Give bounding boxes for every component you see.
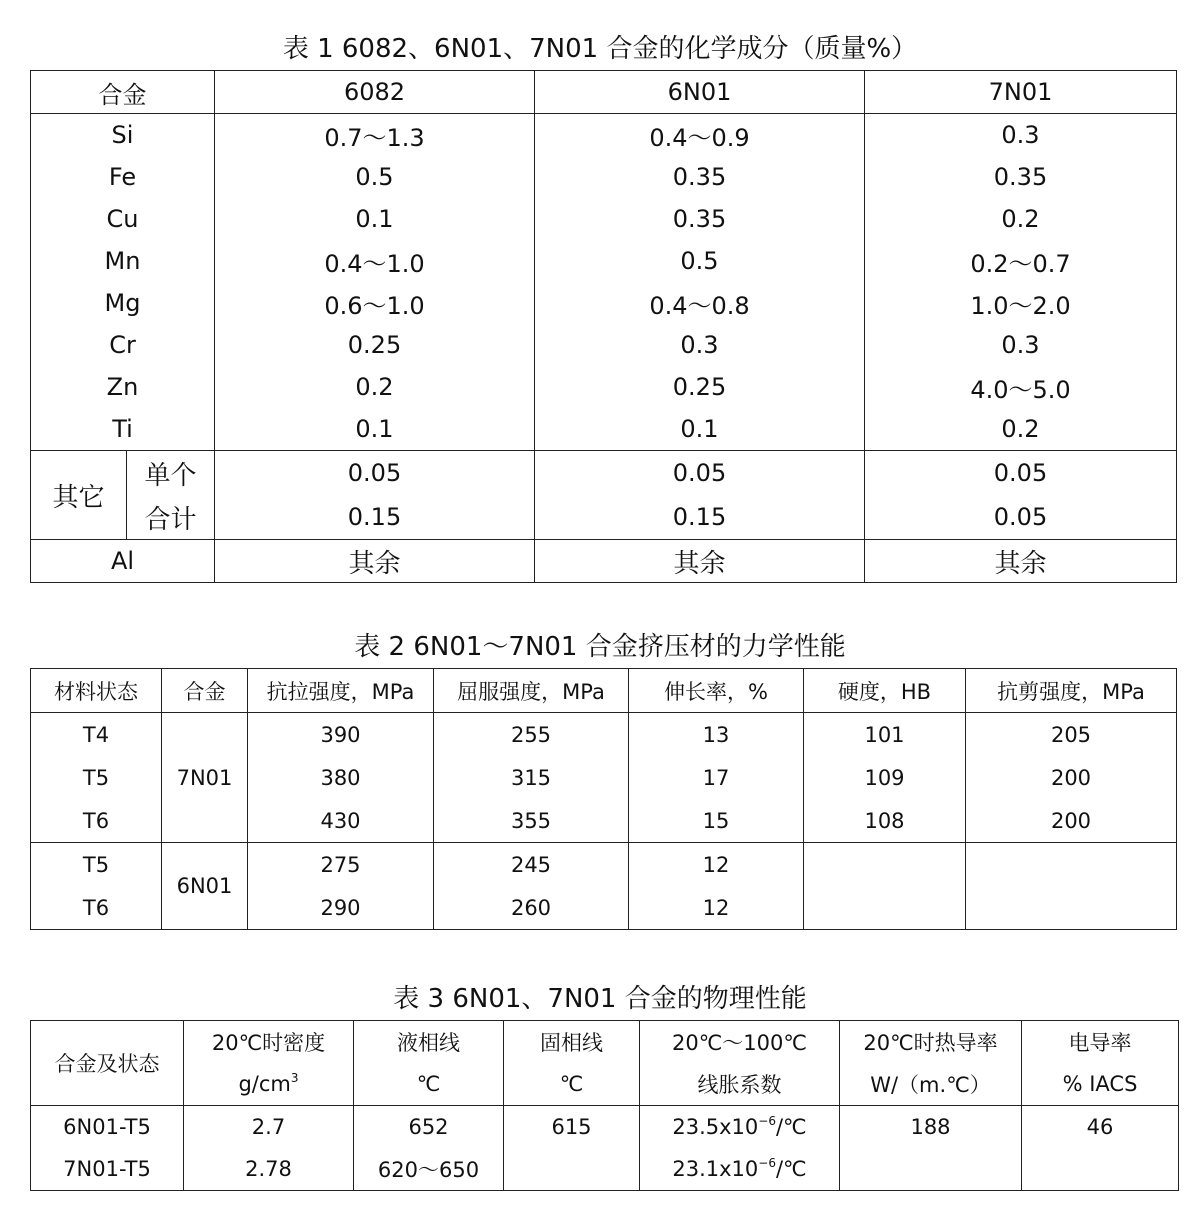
value-cell: 290 xyxy=(248,886,434,930)
table-row xyxy=(31,156,1177,198)
state-cell: T4 xyxy=(31,713,162,757)
table-row xyxy=(31,451,1177,496)
value-cell: 0.2 xyxy=(215,366,535,408)
header-cell: 抗拉强度，MPa xyxy=(248,669,434,713)
value-cell xyxy=(504,1148,640,1191)
value-cell: 0.4～1.0 xyxy=(215,240,535,282)
value-cell: 0.15 xyxy=(535,495,865,540)
header-cell: 线胀系数 xyxy=(640,1063,840,1106)
table-row xyxy=(31,495,1177,540)
element-cell: Si xyxy=(31,114,215,157)
header-cell: 7N01 xyxy=(865,71,1177,114)
value-cell: 380 xyxy=(248,756,434,799)
table1-caption: 表 1 6082、6N01、7N01 合金的化学成分（质量%） xyxy=(282,34,918,64)
element-cell: Mg xyxy=(31,282,215,324)
value-cell: 260 xyxy=(434,886,629,930)
cte-exponent: −6 xyxy=(758,1114,776,1128)
value-cell: 0.35 xyxy=(535,156,865,198)
value-cell: 0.25 xyxy=(535,366,865,408)
value-cell: 13 xyxy=(629,713,804,757)
value-cell: 0.1 xyxy=(535,408,865,451)
table-row xyxy=(31,114,1177,157)
table-row xyxy=(31,843,1177,887)
table-row xyxy=(31,540,1177,583)
value-cell xyxy=(1022,1148,1179,1191)
value-cell: 101 xyxy=(804,713,966,757)
sub-label: 合计 xyxy=(127,495,215,540)
value-cell: 245 xyxy=(434,843,629,887)
value-cell: 188 xyxy=(840,1106,1022,1149)
physical-properties-table xyxy=(30,1020,1179,1191)
sub-label: 单个 xyxy=(127,451,215,496)
value-cell: 109 xyxy=(804,756,966,799)
table-row xyxy=(31,240,1177,282)
header-cell: 20℃时热导率 xyxy=(840,1021,1022,1064)
state-cell: T6 xyxy=(31,886,162,930)
composition-table xyxy=(30,70,1177,583)
value-cell: 12 xyxy=(629,886,804,930)
header-cell: 合金 xyxy=(31,71,215,114)
element-cell: Al xyxy=(31,540,215,583)
cte-unit: /℃ xyxy=(775,1115,807,1139)
value-cell: 0.35 xyxy=(865,156,1177,198)
table-row xyxy=(31,282,1177,324)
value-cell: 0.4～0.8 xyxy=(535,282,865,324)
table-header-row xyxy=(31,1063,1179,1106)
value-cell: 275 xyxy=(248,843,434,887)
header-cell: % IACS xyxy=(1022,1063,1179,1106)
table-row xyxy=(31,324,1177,366)
header-cell: 20℃～100℃ xyxy=(640,1021,840,1064)
value-cell: 430 xyxy=(248,799,434,843)
state-cell: T5 xyxy=(31,843,162,887)
alloy-cell: 7N01 xyxy=(162,713,248,843)
header-cell: 硬度，HB xyxy=(804,669,966,713)
value-cell: 0.1 xyxy=(215,198,535,240)
table-row xyxy=(31,1106,1179,1149)
table-header-row xyxy=(31,669,1177,713)
value-cell: 其余 xyxy=(215,540,535,583)
value-cell: 46 xyxy=(1022,1106,1179,1149)
value-cell: 108 xyxy=(804,799,966,843)
value-cell: 0.7～1.3 xyxy=(215,114,535,157)
table-row xyxy=(31,198,1177,240)
table3-caption: 表 3 6N01、7N01 合金的物理性能 xyxy=(393,984,807,1014)
header-cell: 屈服强度，MPa xyxy=(434,669,629,713)
header-cell: 6N01 xyxy=(535,71,865,114)
empty-cell xyxy=(966,843,1177,930)
value-cell: 355 xyxy=(434,799,629,843)
state-cell: 6N01-T5 xyxy=(31,1106,184,1149)
value-cell: 0.05 xyxy=(865,451,1177,496)
element-cell: Cr xyxy=(31,324,215,366)
value-cell: 0.05 xyxy=(865,495,1177,540)
state-cell: 7N01-T5 xyxy=(31,1148,184,1191)
value-cell: 17 xyxy=(629,756,804,799)
table2-caption: 表 2 6N01～7N01 合金挤压材的力学性能 xyxy=(354,632,846,662)
header-cell xyxy=(184,1063,354,1106)
cte-value: 23.1x10 xyxy=(672,1157,759,1181)
cte-value: 23.5x10 xyxy=(672,1115,759,1139)
header-cell: ℃ xyxy=(504,1063,640,1106)
value-cell: 615 xyxy=(504,1106,640,1149)
others-label: 其它 xyxy=(31,451,127,540)
table-header-row xyxy=(31,71,1177,114)
header-cell: W/（m.℃） xyxy=(840,1063,1022,1106)
mechanical-properties-table xyxy=(30,668,1177,930)
alloy-cell: 6N01 xyxy=(162,843,248,930)
header-cell: 20℃时密度 xyxy=(184,1021,354,1064)
value-cell: 2.78 xyxy=(184,1148,354,1191)
header-cell: 材料状态 xyxy=(31,669,162,713)
value-cell: 390 xyxy=(248,713,434,757)
value-cell xyxy=(640,1106,840,1149)
element-cell: Zn xyxy=(31,366,215,408)
value-cell: 0.3 xyxy=(865,114,1177,157)
value-cell: 1.0～2.0 xyxy=(865,282,1177,324)
table-row xyxy=(31,1148,1179,1191)
header-cell: 合金及状态 xyxy=(31,1021,184,1106)
value-cell: 620～650 xyxy=(354,1148,504,1191)
value-cell: 4.0～5.0 xyxy=(865,366,1177,408)
value-cell: 其余 xyxy=(535,540,865,583)
value-cell: 200 xyxy=(966,756,1177,799)
header-cell: 电导率 xyxy=(1022,1021,1179,1064)
value-cell: 0.25 xyxy=(215,324,535,366)
value-cell: 0.35 xyxy=(535,198,865,240)
cte-unit: /℃ xyxy=(775,1157,807,1181)
value-cell: 315 xyxy=(434,756,629,799)
value-cell: 0.2 xyxy=(865,408,1177,451)
table-row xyxy=(31,713,1177,757)
empty-cell xyxy=(804,843,966,930)
header-cell: 6082 xyxy=(215,71,535,114)
value-cell xyxy=(640,1148,840,1191)
value-cell: 0.5 xyxy=(215,156,535,198)
value-cell: 其余 xyxy=(865,540,1177,583)
table-row xyxy=(31,366,1177,408)
value-cell xyxy=(840,1148,1022,1191)
value-cell: 652 xyxy=(354,1106,504,1149)
table-row xyxy=(31,408,1177,451)
header-cell: 液相线 xyxy=(354,1021,504,1064)
value-cell: 0.2～0.7 xyxy=(865,240,1177,282)
header-cell: 固相线 xyxy=(504,1021,640,1064)
value-cell: 0.05 xyxy=(215,451,535,496)
value-cell: 0.4～0.9 xyxy=(535,114,865,157)
value-cell: 0.2 xyxy=(865,198,1177,240)
value-cell: 2.7 xyxy=(184,1106,354,1149)
value-cell: 0.6～1.0 xyxy=(215,282,535,324)
value-cell: 15 xyxy=(629,799,804,843)
value-cell: 12 xyxy=(629,843,804,887)
header-cell: ℃ xyxy=(354,1063,504,1106)
value-cell: 205 xyxy=(966,713,1177,757)
header-cell: 伸长率，% xyxy=(629,669,804,713)
element-cell: Fe xyxy=(31,156,215,198)
value-cell: 0.3 xyxy=(865,324,1177,366)
element-cell: Cu xyxy=(31,198,215,240)
state-cell: T6 xyxy=(31,799,162,843)
value-cell: 200 xyxy=(966,799,1177,843)
header-cell: 合金 xyxy=(162,669,248,713)
element-cell: Ti xyxy=(31,408,215,451)
value-cell: 0.05 xyxy=(535,451,865,496)
cte-exponent: −6 xyxy=(758,1156,776,1170)
value-cell: 0.1 xyxy=(215,408,535,451)
state-cell: T5 xyxy=(31,756,162,799)
value-cell: 0.3 xyxy=(535,324,865,366)
header-cell: 抗剪强度，MPa xyxy=(966,669,1177,713)
value-cell: 255 xyxy=(434,713,629,757)
value-cell: 0.5 xyxy=(535,240,865,282)
element-cell: Mn xyxy=(31,240,215,282)
value-cell: 0.15 xyxy=(215,495,535,540)
table-header-row xyxy=(31,1021,1179,1064)
density-unit: g/cm xyxy=(238,1072,291,1096)
density-unit-exponent: 3 xyxy=(290,1071,299,1085)
